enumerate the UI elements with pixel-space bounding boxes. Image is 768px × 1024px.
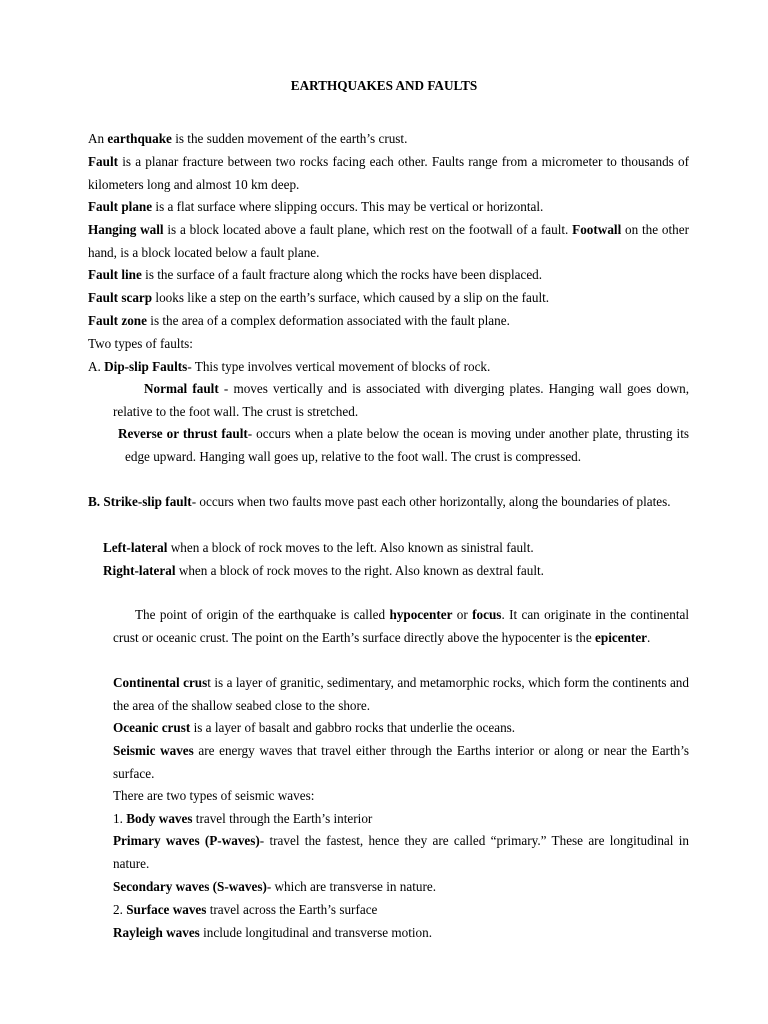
earthquake-definition: [88, 128, 689, 151]
body-waves-term: Body waves: [126, 811, 193, 826]
primary-waves-item: [113, 830, 689, 876]
left-lateral-item: [103, 537, 689, 560]
continental-crust-definition: [113, 672, 689, 718]
seismic-waves-text: are energy waves that travel either through the Earths interior or along or near the Earth’s surface.: [113, 743, 690, 781]
strike-slip-item: [88, 491, 689, 514]
secondary-waves-item: [113, 876, 689, 899]
oceanic-crust-term: Oceanic crust: [113, 720, 191, 735]
right-lateral-item: [103, 560, 689, 583]
footwall-term: Footwall: [572, 222, 622, 237]
earthquake-pre: An: [88, 131, 108, 146]
strike-slip-term: B. Strike-slip fault: [88, 494, 192, 509]
surface-waves-text: travel across the Earth’s surface: [206, 902, 378, 917]
focus-term: focus: [472, 607, 502, 622]
epicenter-term: epicenter: [595, 629, 648, 645]
page-title: EARTHQUAKES AND FAULTS: [290, 78, 478, 93]
hypocenter-term: hypocenter: [389, 607, 453, 622]
surface-waves-prefix: 2.: [113, 902, 127, 917]
fault-zone-term: Fault zone: [88, 313, 147, 328]
secondary-waves-term: Secondary waves (S-waves): [113, 879, 267, 894]
hanging-wall-definition: [88, 219, 689, 265]
oceanic-crust-definition: [113, 717, 689, 740]
secondary-waves-text: - which are transverse in nature.: [266, 879, 437, 894]
fault-plane-term: Fault plane: [88, 199, 153, 214]
hypocenter-text-2: or: [452, 607, 473, 622]
rayleigh-waves-term: Rayleigh waves: [113, 925, 200, 940]
fault-term: Fault: [88, 154, 119, 169]
two-types-heading: Two types of faults:: [88, 336, 193, 351]
two-seismic-types-heading: There are two types of seismic waves:: [113, 788, 315, 803]
reverse-fault-text: - occurs when a plate below the ocean is moving under another plate, thrusting its edge upward. Hanging wall goes up, relative to the foot wall. The crust is compressed.: [125, 426, 689, 464]
body-waves-item: [113, 808, 689, 831]
earthquake-term: earthquake: [107, 131, 172, 146]
reverse-fault-item: [118, 423, 689, 469]
reverse-fault-term: Reverse or thrust fault: [118, 426, 248, 441]
dip-slip-term: Dip-slip Faults: [104, 359, 188, 374]
left-lateral-term: Left-lateral: [103, 540, 168, 555]
surface-waves-term: Surface waves: [126, 902, 207, 917]
strike-slip-text: - occurs when two faults move past each other horizontally, along the boundaries of plates.: [191, 494, 671, 509]
fault-plane-definition: [88, 196, 689, 219]
continental-crust-text: t is a layer of granitic, sedimentary, and metamorphic rocks, which form the continents and the area of the shallow seabed close to the shore.: [113, 675, 689, 713]
fault-zone-text: is the area of a complex deformation associated with the fault plane.: [146, 313, 510, 328]
fault-text: is a planar fracture between two rocks facing each other. Faults range from a micrometer to thousands of kilometers long and almost 10 km deep.: [88, 154, 689, 192]
fault-scarp-term: Fault scarp: [88, 290, 153, 305]
normal-fault-term: Normal fault: [144, 381, 219, 396]
fault-line-definition: [88, 264, 689, 287]
fault-definition: [88, 151, 689, 197]
hypocenter-text-1: The point of origin of the earthquake is called: [135, 607, 390, 622]
surface-waves-item: [113, 899, 689, 922]
hanging-wall-text: is a block located above a fault plane, which rest on the footwall of a fault.: [163, 222, 573, 237]
fault-plane-text: is a flat surface where slipping occurs. This may be vertical or horizontal.: [152, 199, 544, 214]
primary-waves-term: Primary waves (P-waves): [113, 833, 260, 848]
dip-slip-prefix: A.: [88, 359, 105, 374]
dip-slip-item: [88, 356, 689, 379]
primary-waves-text: - travel the fastest, hence they are called “primary.” These are longitudinal in nature.: [113, 833, 689, 871]
fault-scarp-text: looks like a step on the earth’s surface, which caused by a slip on the fault.: [152, 290, 550, 305]
rayleigh-waves-text: include longitudinal and transverse motion.: [199, 925, 433, 940]
right-lateral-text: when a block of rock moves to the right. Also known as dextral fault.: [175, 563, 544, 578]
hypocenter-text-4: .: [647, 629, 651, 645]
continental-crust-term: Continental crus: [113, 675, 208, 690]
right-lateral-term: Right-lateral: [103, 563, 176, 578]
fault-scarp-definition: [88, 287, 689, 310]
fault-line-term: Fault line: [88, 267, 142, 282]
seismic-waves-definition: [113, 740, 689, 786]
hanging-wall-term: Hanging wall: [88, 222, 164, 237]
oceanic-crust-text: is a layer of basalt and gabbro rocks that underlie the oceans.: [190, 720, 516, 735]
left-lateral-text: when a block of rock moves to the left. Also known as sinistral fault.: [167, 540, 534, 555]
body-waves-prefix: 1.: [113, 811, 127, 826]
body-waves-text: travel through the Earth’s interior: [192, 811, 373, 826]
fault-line-text: is the surface of a fault fracture along which the rocks have been displaced.: [141, 267, 543, 282]
earthquake-text: is the sudden movement of the earth’s crust.: [171, 131, 408, 146]
seismic-waves-term: Seismic waves: [113, 743, 194, 758]
normal-fault-text: - moves vertically and is associated with diverging plates. Hanging wall goes down, relative to the foot wall. The crust is stretched.: [113, 381, 690, 419]
normal-fault-item: [113, 378, 689, 424]
hypocenter-paragraph: [113, 604, 689, 650]
rayleigh-waves-item: [113, 922, 689, 945]
hypocenter-text-3: . It can originate in the continental crust or oceanic crust. The point on the Earth’s surface directly above the hypocenter is the: [113, 607, 689, 645]
dip-slip-text: - This type involves vertical movement of blocks of rock.: [187, 359, 491, 374]
fault-zone-definition: [88, 310, 689, 333]
footwall-text: on the other hand, is a block located below a fault plane.: [88, 222, 689, 260]
